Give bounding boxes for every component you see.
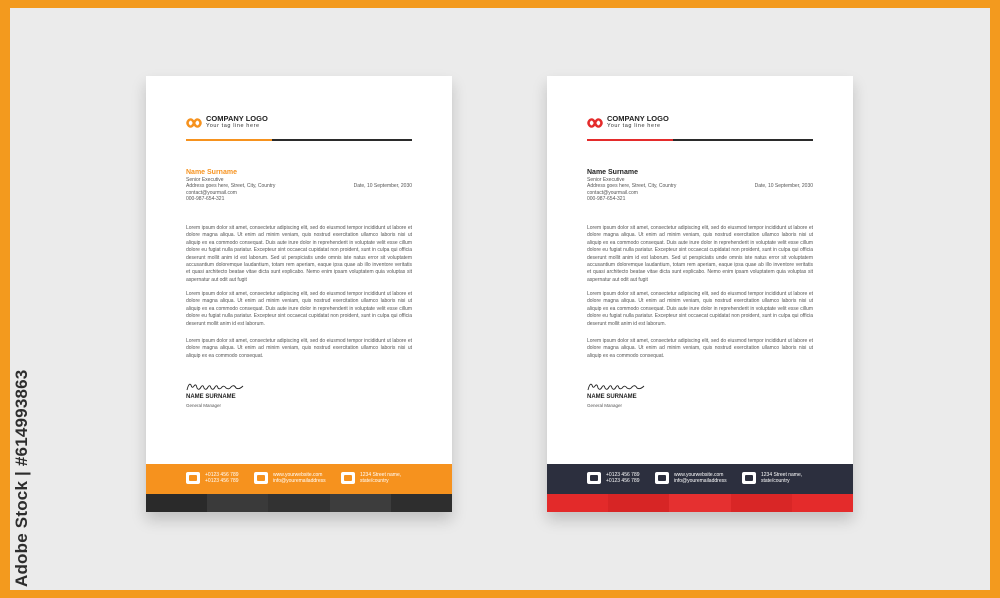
- sender-address: Address goes here, Street, City, Country: [587, 183, 677, 190]
- footer-address-line: state/country: [360, 478, 389, 485]
- footer-email: info@youremailaddress: [674, 478, 727, 485]
- logo-tagline: Your tag line here: [206, 123, 260, 129]
- location-icon: [341, 472, 355, 484]
- header-rule: [587, 139, 813, 141]
- header-rule-accent: [186, 139, 272, 141]
- sender-block: [186, 168, 275, 203]
- logo-tagline: Your tag line here: [607, 123, 661, 129]
- footer-bar: [547, 464, 853, 494]
- footer-phone: [186, 472, 239, 485]
- sender-address: Address goes here, Street, City, Country: [186, 183, 276, 190]
- sender-title: Senior Executive: [587, 177, 625, 183]
- body-paragraph: Lorem ipsum dolor sit amet, consectetur adipiscing elit, sed do eiusmod tempor incididunt ut labore et dolore magna aliqua. Ut enim ad minim veniam, quis nostrud exercitation ullamco laboris nisi ut aliquip ex ea commodo consequat. Duis aute irure dolor in reprehenderit in voluptate velit esse cillum dolore eu fugiat nulla pariatur. Excepteur sint occaecat cupidatat non proident, sunt in culpa qui officia deserunt mollit anim id est laborum. Sed ut perspiciatis unde omnis iste natus error sit voluptatem accusantium doloremque laudantium, totam rem aperiam, eaque ipsa quae ab illo inventore veritatis et quasi architecto beatae vitae dicta sunt explicabo. Nemo enim ipsam voluptatem quia voluptas sit aspernatur aut odit aut fugit: [186, 225, 412, 283]
- footer-address: [341, 472, 401, 485]
- mail-icon: [655, 472, 669, 484]
- footer-phone-line: +0123 456 789: [205, 478, 239, 485]
- letter-date: Date, 10 September, 2030: [754, 183, 813, 189]
- footer-phone-line: +0123 456 789: [606, 478, 640, 485]
- body-paragraph: Lorem ipsum dolor sit amet, consectetur adipiscing elit, sed do eiusmod tempor incididunt ut labore et dolore magna aliqua. Ut enim ad minim veniam, quis nostrud exercitation ullamco laboris nisi ut aliquip ex ea commodo consequat.: [587, 338, 813, 359]
- letter-date: Date, 10 September, 2030: [353, 183, 412, 189]
- strip-segment: [330, 494, 391, 512]
- sender-phone: 000-987-654-321: [186, 196, 225, 203]
- footer-phone-line: +0123 456 789: [606, 472, 640, 478]
- body-paragraph: Lorem ipsum dolor sit amet, consectetur adipiscing elit, sed do eiusmod tempor incididunt ut labore et dolore magna aliqua. Ut enim ad minim veniam, quis nostrud exercitation ullamco laboris nisi ut aliquip ex ea commodo consequat.: [186, 338, 412, 359]
- footer-address-line: state/country: [761, 478, 790, 485]
- sender-name: Name Surname: [587, 169, 638, 176]
- stock-watermark: [10, 352, 34, 587]
- phone-icon: [186, 472, 200, 484]
- strip-segment: [669, 494, 730, 512]
- strip-segment: [547, 494, 608, 512]
- sender-phone: 000-987-654-321: [587, 196, 626, 203]
- strip-segment: [268, 494, 329, 512]
- footer-phone-line: +0123 456 789: [205, 472, 239, 478]
- strip-segment: [146, 494, 207, 512]
- signatory-title: General Manager: [587, 403, 623, 408]
- strip-segment: [608, 494, 669, 512]
- footer-website: www.yourwebsite.com: [273, 472, 323, 478]
- handwritten-signature: [587, 380, 645, 394]
- sender-name: Name Surname: [186, 169, 237, 176]
- sender-block: [587, 168, 676, 203]
- strip-segment: [391, 494, 452, 512]
- location-icon: [742, 472, 756, 484]
- logo-name: COMPANY LOGO: [206, 114, 268, 123]
- footer-phone: [587, 472, 640, 485]
- footer-web: [254, 472, 326, 485]
- sender-email: contact@yourmail.com: [186, 189, 237, 196]
- signatory-name: NAME SURNAME: [587, 394, 637, 400]
- mail-icon: [254, 472, 268, 484]
- logo-name: COMPANY LOGO: [607, 114, 669, 123]
- infinity-logo-icon: [587, 116, 603, 130]
- footer-address-line: 1234 Street name,: [761, 472, 803, 478]
- header-rule-accent: [587, 139, 673, 141]
- footer-address-line: 1234 Street name,: [360, 472, 402, 478]
- signatory-name: NAME SURNAME: [186, 394, 236, 400]
- footer-website: www.yourwebsite.com: [674, 472, 724, 478]
- phone-icon: [587, 472, 601, 484]
- stock-id-label: Adobe Stock | #614993863: [12, 369, 31, 587]
- footer-address: [742, 472, 802, 485]
- letterhead-red: [547, 76, 853, 512]
- sender-title: Senior Executive: [186, 177, 224, 183]
- company-logo: [186, 115, 268, 130]
- header-rule: [186, 139, 412, 141]
- strip-segment: [207, 494, 268, 512]
- handwritten-signature: [186, 380, 244, 394]
- footer-strip: [547, 494, 853, 512]
- strip-segment: [792, 494, 853, 512]
- footer-email: info@youremailaddress: [273, 478, 326, 485]
- company-logo: [587, 115, 669, 130]
- sender-email: contact@yourmail.com: [587, 189, 638, 196]
- body-paragraph: Lorem ipsum dolor sit amet, consectetur adipiscing elit, sed do eiusmod tempor incididunt ut labore et dolore magna aliqua. Ut enim ad minim veniam, quis nostrud exercitation ullamco laboris nisi ut aliquip ex ea commodo consequat. Duis aute irure dolor in reprehenderit in voluptate velit esse cillum dolore eu fugiat nulla pariatur. Excepteur sint occaecat cupidatat non proident, sunt in culpa qui officia deserunt mollit anim id est laborum.: [186, 291, 412, 327]
- footer-bar: [146, 464, 452, 494]
- strip-segment: [731, 494, 792, 512]
- footer-strip: [146, 494, 452, 512]
- body-paragraph: Lorem ipsum dolor sit amet, consectetur adipiscing elit, sed do eiusmod tempor incididunt ut labore et dolore magna aliqua. Ut enim ad minim veniam, quis nostrud exercitation ullamco laboris nisi ut aliquip ex ea commodo consequat. Duis aute irure dolor in reprehenderit in voluptate velit esse cillum dolore eu fugiat nulla pariatur. Excepteur sint occaecat cupidatat non proident, sunt in culpa qui officia deserunt mollit anim id est laborum. Sed ut perspiciatis unde omnis iste natus error sit voluptatem accusantium doloremque laudantium, totam rem aperiam, eaque ipsa quae ab illo inventore veritatis et quasi architecto beatae vitae dicta sunt explicabo. Nemo enim ipsam voluptatem quia voluptas sit aspernatur aut odit aut fugit: [587, 225, 813, 283]
- footer-web: [655, 472, 727, 485]
- signatory-title: General Manager: [186, 403, 222, 408]
- body-paragraph: Lorem ipsum dolor sit amet, consectetur adipiscing elit, sed do eiusmod tempor incididunt ut labore et dolore magna aliqua. Ut enim ad minim veniam, quis nostrud exercitation ullamco laboris nisi ut aliquip ex ea commodo consequat. Duis aute irure dolor in reprehenderit in voluptate velit esse cillum dolore eu fugiat nulla pariatur. Excepteur sint occaecat cupidatat non proident, sunt in culpa qui officia deserunt mollit anim id est laborum.: [587, 291, 813, 327]
- infinity-logo-icon: [186, 116, 202, 130]
- letterhead-orange: [146, 76, 452, 512]
